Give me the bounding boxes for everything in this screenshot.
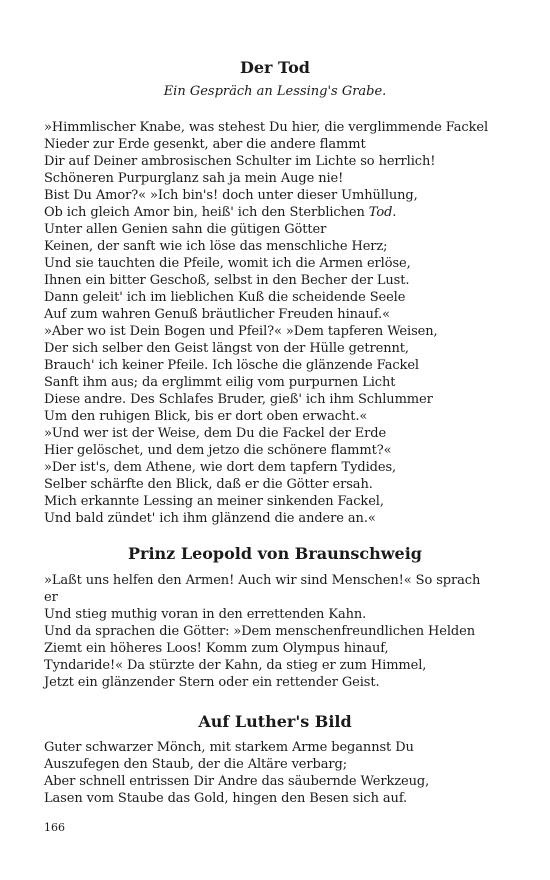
verse-line: Dir auf Deiner ambrosischen Schulter im Lichte so herrlich! (44, 154, 436, 169)
verse-line: Und da sprachen die Götter: »Dem menschenfreundlichen Helden (44, 624, 476, 639)
verse-line: Nieder zur Erde gesenkt, aber die andere flammt (44, 137, 366, 152)
verse-line: Aber schnell entrissen Dir Andre das säubernde Werkzeug, (44, 774, 430, 789)
verse-line: Jetzt ein glänzender Stern oder ein rettender Geist. (44, 675, 380, 690)
verse-line: »Aber wo ist Dein Bogen und Pfeil?« »Dem tapferen Weisen, (44, 324, 438, 339)
verse-line: Auf zum wahren Genuß bräutlicher Freuden hinauf.« (44, 307, 390, 322)
verse-line: Ihnen ein bitter Geschoß, selbst in den Becher der Lust. (44, 273, 410, 288)
verse-line: Brauch' ich keiner Pfeile. Ich lösche die glänzende Fackel (44, 358, 419, 373)
verse-line: Hier gelöschet, und dem jetzo die schönere flammt?« (44, 443, 392, 458)
verse-line: »Laßt uns helfen den Armen! Auch wir sind Menschen!« So sprach (44, 573, 481, 588)
verse-line: Auszufegen den Staub, der die Altäre verbarg; (44, 757, 348, 772)
verse-line: Und stieg muthig voran in den errettenden Kahn. (44, 607, 367, 622)
verse-line-text: Ob ich gleich Amor bin, heiß' ich den Sterblichen (44, 205, 369, 220)
verse-line: Bist Du Amor?« »Ich bin's! doch unter dieser Umhüllung, (44, 188, 418, 203)
verse-line: er (44, 590, 58, 605)
verse-line: »Himmlischer Knabe, was stehest Du hier, die verglimmende Fackel (44, 120, 489, 135)
verse-line: Schöneren Purpurglanz sah ja mein Auge nie! (44, 171, 344, 186)
poem-title-luthers-bild: Auf Luther's Bild (198, 712, 352, 731)
verse-line: Diese andre. Des Schlafes Bruder, gieß' ich ihm Schlummer (44, 392, 433, 407)
poem-body-luthers-bild (44, 739, 514, 807)
verse-line: »Und wer ist der Weise, dem Du die Fackel der Erde (44, 426, 387, 441)
poem-title-der-tod: Der Tod (240, 58, 310, 77)
verse-line: Guter schwarzer Mönch, mit starkem Arme begannst Du (44, 740, 414, 755)
verse-line: Lasen vom Staube das Gold, hingen den Besen sich auf. (44, 791, 408, 806)
verse-line: Sanft ihm aus; da erglimmt eilig vom purpurnen Licht (44, 375, 396, 390)
poem-title-prinz-leopold: Prinz Leopold von Braunschweig (128, 544, 422, 563)
verse-line-punctuation: . (392, 205, 397, 220)
verse-line: »Der ist's, dem Athene, wie dort dem tapfern Tydides, (44, 460, 397, 475)
poem-subtitle: Ein Gespräch an Lessing's Grabe. (163, 84, 387, 99)
verse-line: Der sich selber den Geist längst von der Hülle getrennt, (44, 341, 409, 356)
verse-line: Unter allen Genien sahn die gütigen Götter (44, 222, 327, 237)
verse-line: Keinen, der sanft wie ich löse das menschliche Herz; (44, 239, 388, 254)
verse-line: Und sie tauchten die Pfeile, womit ich die Armen erlöse, (44, 256, 411, 271)
verse-line: Mich erkannte Lessing an meiner sinkenden Fackel, (44, 494, 384, 509)
verse-line: Und bald zündet' ich ihm glänzend die andere an.« (44, 511, 376, 526)
verse-line (44, 204, 514, 221)
verse-line: Tyndaride!« Da stürzte der Kahn, da stieg er zum Himmel, (44, 658, 427, 673)
verse-line: Selber schärfte den Blick, daß er die Götter ersah. (44, 477, 373, 492)
verse-line: Dann geleit' ich im lieblichen Kuß die scheidende Seele (44, 290, 406, 305)
verse-line: Um den ruhigen Blick, bis er dort oben erwacht.« (44, 409, 368, 424)
emphasized-word: Tod (368, 205, 393, 220)
verse-line: Ziemt ein höheres Loos! Komm zum Olympus hinauf, (44, 641, 389, 656)
poem-body-der-tod (44, 119, 514, 527)
poem-body-prinz-leopold (44, 572, 514, 691)
page-number: 166 (44, 821, 65, 834)
